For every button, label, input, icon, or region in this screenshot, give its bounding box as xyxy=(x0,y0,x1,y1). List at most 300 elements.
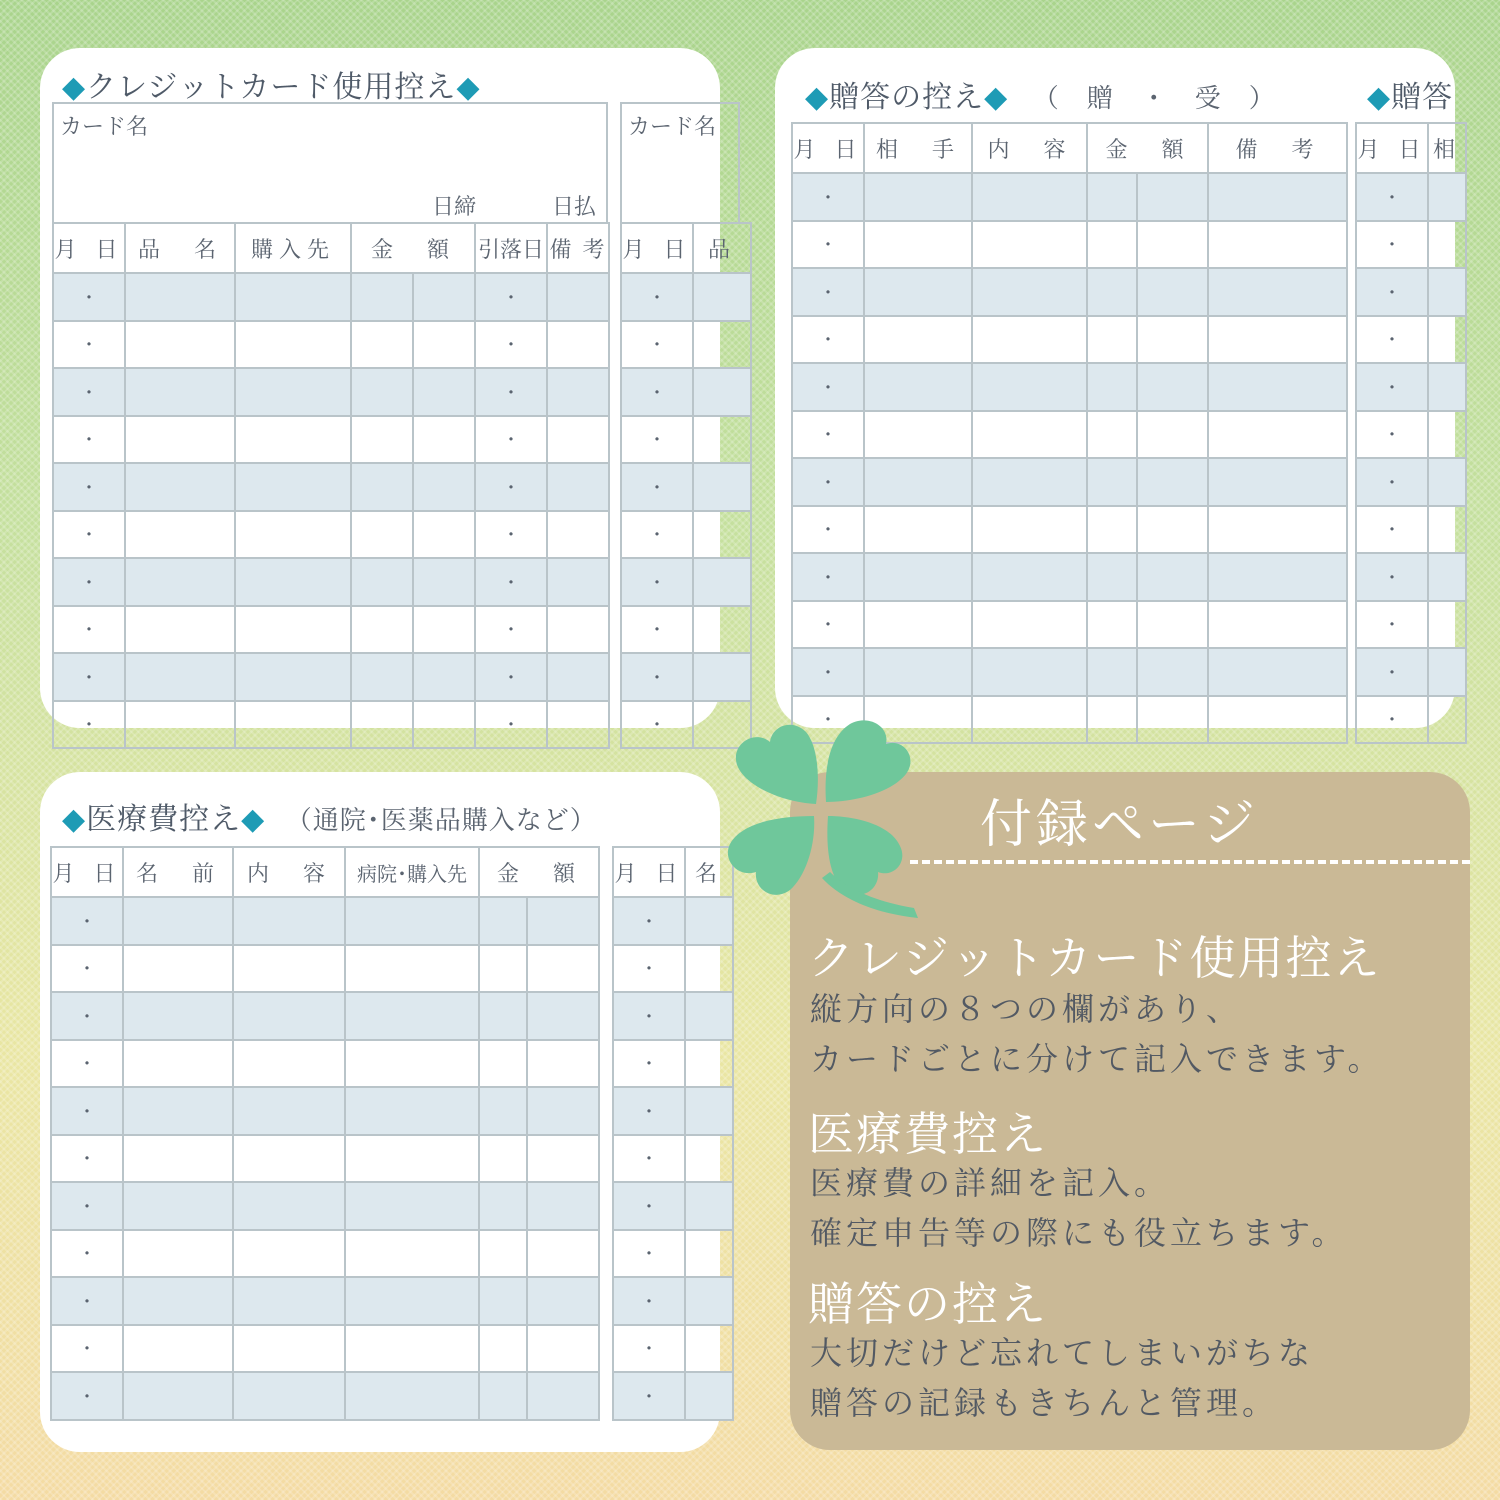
panel-divider xyxy=(910,860,1470,864)
table-cell: ・ xyxy=(621,273,693,321)
table-row xyxy=(1356,221,1466,269)
table-cell: ・ xyxy=(792,506,864,554)
table-cell xyxy=(972,316,1087,364)
table-row xyxy=(51,897,599,945)
table-row xyxy=(53,321,609,369)
table-row xyxy=(1356,173,1466,221)
table-cell xyxy=(685,945,733,993)
table-cell: ・ xyxy=(53,368,125,416)
table-cell xyxy=(345,1325,479,1373)
table-row xyxy=(613,945,733,993)
table-cell: ・ xyxy=(475,463,547,511)
diamond-icon: ◆ xyxy=(62,802,87,837)
header-amount: 金 額 xyxy=(1087,123,1208,173)
table-cell xyxy=(123,1325,233,1373)
table-cell xyxy=(864,316,972,364)
table-row xyxy=(53,701,609,749)
table-cell xyxy=(1087,363,1137,411)
table-row xyxy=(1356,363,1466,411)
table-cell xyxy=(345,1135,479,1183)
table-cell xyxy=(479,1230,527,1278)
credit-rows-2 xyxy=(621,273,751,748)
table-row xyxy=(621,368,751,416)
table-cell xyxy=(123,1135,233,1183)
table-cell: ・ xyxy=(475,368,547,416)
table-cell xyxy=(351,416,413,464)
table-cell xyxy=(972,363,1087,411)
table-row xyxy=(1356,268,1466,316)
header-partner: 相 xyxy=(1428,123,1466,173)
table-cell: ・ xyxy=(53,273,125,321)
table-cell xyxy=(1137,411,1208,459)
table-cell xyxy=(685,1087,733,1135)
table-cell xyxy=(527,1040,599,1088)
table-row xyxy=(1356,506,1466,554)
table-cell xyxy=(123,1087,233,1135)
medical-title-text: 医療費控え xyxy=(86,802,242,837)
table-cell: ・ xyxy=(613,1230,685,1278)
table-cell xyxy=(547,653,609,701)
table-row xyxy=(53,416,609,464)
table-cell: ・ xyxy=(613,1087,685,1135)
medical-title xyxy=(62,794,597,838)
table-cell xyxy=(547,368,609,416)
header-amount: 金 額 xyxy=(351,223,475,273)
table-cell xyxy=(527,1325,599,1373)
header-date: 月 日 xyxy=(53,223,125,273)
table-row xyxy=(792,506,1347,554)
table-cell xyxy=(351,273,413,321)
card-name-label-2: カード名 xyxy=(628,115,717,140)
medical-rows xyxy=(51,897,599,1420)
table-row xyxy=(613,992,733,1040)
table-cell: ・ xyxy=(621,416,693,464)
table-cell: ・ xyxy=(1356,458,1428,506)
table-cell xyxy=(693,653,751,701)
table-cell xyxy=(527,897,599,945)
table-cell xyxy=(1428,506,1466,554)
credit-card-sheet xyxy=(40,48,736,737)
table-row xyxy=(621,558,751,606)
table-cell xyxy=(125,416,235,464)
table-row xyxy=(53,273,609,321)
table-cell xyxy=(1428,458,1466,506)
diamond-icon: ◆ xyxy=(456,70,481,105)
table-cell xyxy=(547,606,609,654)
table-row xyxy=(613,1087,733,1135)
table-cell xyxy=(1428,268,1466,316)
table-cell xyxy=(685,1325,733,1373)
medical-ledger-table xyxy=(50,846,600,1421)
medical-sheet xyxy=(40,772,723,1452)
table-cell: ・ xyxy=(51,1135,123,1183)
header-date: 月 日 xyxy=(792,123,864,173)
table-cell: ・ xyxy=(613,1182,685,1230)
payment-day-label: 日払 xyxy=(552,195,597,220)
table-cell xyxy=(864,506,972,554)
table-cell xyxy=(351,321,413,369)
table-cell xyxy=(547,558,609,606)
table-cell: ・ xyxy=(1356,363,1428,411)
clover-icon xyxy=(718,712,928,926)
table-cell xyxy=(1087,411,1137,459)
table-cell xyxy=(233,1087,345,1135)
table-cell xyxy=(123,1277,233,1325)
table-cell: ・ xyxy=(475,653,547,701)
header-date: 月 日 xyxy=(621,223,693,273)
medical-ledger-table-2 xyxy=(612,846,734,1421)
table-row xyxy=(792,363,1347,411)
table-cell xyxy=(125,701,235,749)
table-cell xyxy=(1087,173,1137,221)
table-cell: ・ xyxy=(792,458,864,506)
table-cell: ・ xyxy=(475,701,547,749)
table-row xyxy=(613,1230,733,1278)
table-row xyxy=(621,416,751,464)
table-cell xyxy=(413,511,475,559)
table-cell xyxy=(413,701,475,749)
table-cell: ・ xyxy=(792,173,864,221)
table-cell xyxy=(864,268,972,316)
table-row xyxy=(51,945,599,993)
table-row xyxy=(792,221,1347,269)
panel-title: 付録ページ xyxy=(980,795,1259,855)
table-cell xyxy=(972,648,1087,696)
table-cell xyxy=(693,321,751,369)
table-cell xyxy=(479,1135,527,1183)
table-cell xyxy=(479,1325,527,1373)
table-cell xyxy=(1208,553,1347,601)
table-row xyxy=(1356,696,1466,744)
table-cell xyxy=(693,606,751,654)
table-row xyxy=(792,601,1347,649)
table-cell xyxy=(527,1182,599,1230)
table-cell xyxy=(1137,268,1208,316)
table-cell xyxy=(1087,316,1137,364)
table-cell xyxy=(233,1325,345,1373)
table-cell: ・ xyxy=(792,268,864,316)
table-cell: ・ xyxy=(792,553,864,601)
table-cell: ・ xyxy=(53,653,125,701)
table-cell xyxy=(123,992,233,1040)
table-cell xyxy=(123,945,233,993)
table-cell: ・ xyxy=(621,463,693,511)
table-cell xyxy=(351,701,413,749)
table-cell xyxy=(345,1040,479,1088)
table-row xyxy=(621,606,751,654)
table-row xyxy=(792,268,1347,316)
table-cell xyxy=(864,648,972,696)
table-cell xyxy=(527,992,599,1040)
diamond-icon: ◆ xyxy=(805,80,830,115)
table-cell xyxy=(527,1277,599,1325)
header-amount: 金 額 xyxy=(479,847,599,897)
table-row xyxy=(1356,601,1466,649)
gift-direction: （ 贈 ・ 受 ） xyxy=(1032,84,1276,114)
table-cell xyxy=(233,1372,345,1420)
table-cell xyxy=(479,1040,527,1088)
credit-card-title xyxy=(62,62,481,106)
section-gift-line-2: 贈答の記録もきちんと管理。 xyxy=(810,1384,1279,1422)
table-row xyxy=(51,1182,599,1230)
table-cell xyxy=(1137,553,1208,601)
table-cell: ・ xyxy=(792,696,864,744)
table-cell xyxy=(413,606,475,654)
table-cell xyxy=(235,368,351,416)
table-cell xyxy=(125,273,235,321)
table-cell xyxy=(233,1135,345,1183)
table-cell: ・ xyxy=(53,321,125,369)
table-row xyxy=(613,1182,733,1230)
table-cell xyxy=(1428,601,1466,649)
table-cell xyxy=(1087,601,1137,649)
table-cell xyxy=(547,463,609,511)
credit-ledger-table xyxy=(52,222,610,749)
gift-ledger-table-2 xyxy=(1355,122,1467,744)
table-cell xyxy=(233,897,345,945)
table-cell xyxy=(1087,268,1137,316)
table-cell xyxy=(685,1040,733,1088)
table-cell: ・ xyxy=(1356,268,1428,316)
table-cell xyxy=(125,463,235,511)
table-cell xyxy=(125,558,235,606)
table-cell xyxy=(864,601,972,649)
table-cell xyxy=(972,411,1087,459)
table-cell: ・ xyxy=(792,221,864,269)
table-cell: ・ xyxy=(53,701,125,749)
header-date: 月 日 xyxy=(613,847,685,897)
table-cell xyxy=(527,1135,599,1183)
header-item: 品 名 xyxy=(125,223,235,273)
table-row xyxy=(51,1230,599,1278)
table-cell xyxy=(1428,173,1466,221)
table-cell xyxy=(1087,506,1137,554)
table-row xyxy=(792,648,1347,696)
table-cell: ・ xyxy=(613,897,685,945)
table-cell xyxy=(527,945,599,993)
gift-title-2 xyxy=(1367,72,1453,116)
table-cell xyxy=(693,558,751,606)
table-cell: ・ xyxy=(792,316,864,364)
medical-note: （通院･医薬品購入など） xyxy=(285,806,597,836)
table-cell xyxy=(413,416,475,464)
table-row xyxy=(53,368,609,416)
header-name: 名 xyxy=(685,847,733,897)
table-cell xyxy=(351,606,413,654)
diamond-icon: ◆ xyxy=(62,70,87,105)
table-cell xyxy=(1208,458,1347,506)
table-cell xyxy=(1208,506,1347,554)
table-cell xyxy=(527,1230,599,1278)
table-cell xyxy=(235,273,351,321)
gift-title xyxy=(805,72,1276,116)
table-cell xyxy=(693,273,751,321)
table-cell xyxy=(1087,696,1137,744)
table-row xyxy=(621,653,751,701)
table-cell xyxy=(972,696,1087,744)
section-medical-title: 医療費控え xyxy=(808,1107,1048,1161)
table-cell: ・ xyxy=(53,416,125,464)
header-debit-date: 引落日 xyxy=(475,223,547,273)
section-credit-line-2: カードごとに分けて記入できます。 xyxy=(810,1040,1384,1078)
table-row xyxy=(51,1277,599,1325)
table-cell xyxy=(972,221,1087,269)
diamond-icon: ◆ xyxy=(1367,80,1392,115)
header-item: 品 xyxy=(693,223,751,273)
table-cell: ・ xyxy=(51,1372,123,1420)
table-cell xyxy=(479,945,527,993)
medical-rows-2 xyxy=(613,897,733,1420)
table-cell: ・ xyxy=(613,1372,685,1420)
table-cell: ・ xyxy=(51,1277,123,1325)
table-cell xyxy=(233,1277,345,1325)
section-medical-line-1: 医療費の詳細を記入。 xyxy=(810,1164,1171,1202)
table-cell xyxy=(233,1040,345,1088)
table-cell xyxy=(1208,411,1347,459)
table-row xyxy=(51,1040,599,1088)
header-store: 購入先 xyxy=(235,223,351,273)
table-cell xyxy=(972,268,1087,316)
table-cell xyxy=(864,363,972,411)
table-cell xyxy=(685,1135,733,1183)
table-cell: ・ xyxy=(1356,506,1428,554)
table-row xyxy=(51,1372,599,1420)
table-cell xyxy=(479,1372,527,1420)
section-gift-line-1: 大切だけど忘れてしまいがちな xyxy=(810,1334,1315,1372)
section-credit-line-1: 縦方向の８つの欄があり、 xyxy=(810,990,1243,1028)
table-cell: ・ xyxy=(621,653,693,701)
table-cell xyxy=(1428,221,1466,269)
table-cell xyxy=(1208,601,1347,649)
table-row xyxy=(1356,411,1466,459)
table-cell xyxy=(413,273,475,321)
table-cell: ・ xyxy=(613,1277,685,1325)
table-row xyxy=(613,1277,733,1325)
table-cell: ・ xyxy=(792,411,864,459)
table-cell: ・ xyxy=(613,945,685,993)
table-cell xyxy=(413,463,475,511)
table-cell xyxy=(693,368,751,416)
table-cell: ・ xyxy=(621,321,693,369)
table-cell xyxy=(1137,458,1208,506)
table-cell xyxy=(547,701,609,749)
table-row xyxy=(621,511,751,559)
table-row xyxy=(1356,316,1466,364)
table-cell xyxy=(125,368,235,416)
table-cell xyxy=(1428,363,1466,411)
table-cell xyxy=(1428,411,1466,459)
section-medical-line-2: 確定申告等の際にも役立ちます。 xyxy=(810,1214,1348,1252)
table-row xyxy=(613,1325,733,1373)
table-cell xyxy=(351,653,413,701)
gift-rows xyxy=(792,173,1347,743)
table-cell: ・ xyxy=(1356,173,1428,221)
table-row xyxy=(792,316,1347,364)
gift-title-text: 贈答の控え xyxy=(829,80,985,115)
table-cell xyxy=(233,1230,345,1278)
table-cell xyxy=(235,416,351,464)
card-name-label: カード名 xyxy=(60,115,149,140)
table-cell xyxy=(1208,173,1347,221)
table-row xyxy=(621,463,751,511)
table-row xyxy=(613,1135,733,1183)
table-cell: ・ xyxy=(613,1040,685,1088)
table-cell xyxy=(1137,363,1208,411)
table-cell xyxy=(351,558,413,606)
table-cell: ・ xyxy=(51,1230,123,1278)
table-row xyxy=(1356,553,1466,601)
header-notes: 備 考 xyxy=(547,223,609,273)
table-cell xyxy=(864,411,972,459)
table-row xyxy=(613,1372,733,1420)
table-cell xyxy=(413,321,475,369)
table-cell xyxy=(123,1230,233,1278)
table-cell xyxy=(685,1372,733,1420)
closing-day-label: 日締 xyxy=(432,195,477,220)
table-row xyxy=(792,411,1347,459)
table-cell: ・ xyxy=(51,1325,123,1373)
table-cell: ・ xyxy=(613,992,685,1040)
table-cell: ・ xyxy=(475,273,547,321)
table-cell xyxy=(685,1230,733,1278)
table-cell xyxy=(1137,696,1208,744)
table-cell xyxy=(235,558,351,606)
table-cell: ・ xyxy=(475,606,547,654)
table-cell xyxy=(685,1277,733,1325)
credit-title-text: クレジットカード使用控え xyxy=(86,70,457,105)
table-cell xyxy=(345,1277,479,1325)
table-cell xyxy=(1428,648,1466,696)
card-name-box-2 xyxy=(620,102,740,222)
table-cell xyxy=(1087,553,1137,601)
table-row xyxy=(53,558,609,606)
table-cell xyxy=(527,1372,599,1420)
table-cell: ・ xyxy=(1356,696,1428,744)
table-cell xyxy=(1208,363,1347,411)
header-notes: 備 考 xyxy=(1208,123,1347,173)
header-content: 内 容 xyxy=(233,847,345,897)
table-cell xyxy=(972,553,1087,601)
table-cell xyxy=(547,511,609,559)
table-cell xyxy=(413,653,475,701)
table-cell: ・ xyxy=(621,606,693,654)
table-cell: ・ xyxy=(51,1182,123,1230)
table-cell xyxy=(123,1372,233,1420)
table-cell xyxy=(351,368,413,416)
table-cell: ・ xyxy=(53,463,125,511)
header-hospital: 病院･購入先 xyxy=(345,847,479,897)
table-cell xyxy=(125,511,235,559)
table-cell xyxy=(235,606,351,654)
table-cell xyxy=(235,701,351,749)
header-date: 月 日 xyxy=(1356,123,1428,173)
credit-rows xyxy=(53,273,609,748)
table-row xyxy=(621,273,751,321)
table-cell xyxy=(123,1182,233,1230)
diamond-icon: ◆ xyxy=(241,802,266,837)
table-cell xyxy=(864,553,972,601)
table-cell: ・ xyxy=(51,945,123,993)
table-cell xyxy=(547,416,609,464)
table-cell xyxy=(1137,648,1208,696)
table-cell xyxy=(233,1182,345,1230)
table-cell xyxy=(685,992,733,1040)
table-cell xyxy=(479,1277,527,1325)
table-cell xyxy=(1428,696,1466,744)
table-cell xyxy=(123,1040,233,1088)
table-cell xyxy=(693,416,751,464)
table-cell xyxy=(413,368,475,416)
